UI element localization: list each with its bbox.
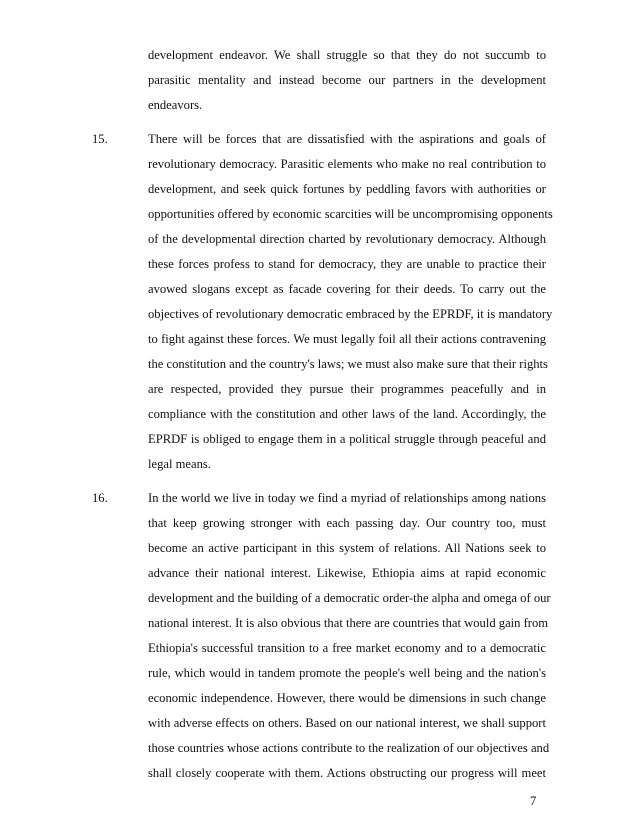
item-16-line-7: Ethiopia's successful transition to a free market economy and to a democratic	[148, 641, 546, 655]
item-16-line-11: those countries whose actions contribute to the realization of our objectives and	[148, 741, 550, 755]
item-16-number: 16.	[92, 491, 108, 505]
item-16-line-3: become an active participant in this system of relations. All Nations seek to	[148, 541, 546, 555]
item-15-line-5: of the developmental direction charted by revolutionary democracy. Although	[148, 232, 546, 246]
item-15-line-9: to fight against these forces. We must legally foil all their actions contravening	[148, 332, 546, 346]
item-15-number: 15.	[92, 132, 108, 146]
item-15-line-12: compliance with the constitution and other laws of the land. Accordingly, the	[148, 407, 546, 421]
item-16-line-4: advance their national interest. Likewise, Ethiopia aims at rapid economic	[148, 566, 546, 580]
item-16-line-9: economic independence. However, there would be dimensions in such change	[148, 691, 546, 705]
item-16-line-12: shall closely cooperate with them. Actions obstructing our progress will meet	[148, 766, 546, 780]
intro-line-2: parasitic mentality and instead become our partners in the development	[148, 73, 546, 87]
item-16-line-10: with adverse effects on others. Based on our national interest, we shall support	[148, 716, 546, 730]
item-16-line-6: national interest. It is also obvious that there are countries that would gain from	[148, 616, 549, 630]
item-16-line-8: rule, which would in tandem promote the people's well being and the nation's	[148, 666, 546, 680]
item-15-line-1: There will be forces that are dissatisfied with the aspirations and goals of	[148, 132, 546, 146]
item-16-line-5: development and the building of a democratic order-the alpha and omega of our	[148, 591, 551, 605]
page-number: 7	[530, 794, 537, 808]
item-15-line-6: these forces profess to stand for democracy, they are unable to practice their	[148, 257, 546, 271]
item-15-line-14: legal means.	[148, 457, 211, 471]
item-15-line-8: objectives of revolutionary democratic embraced by the EPRDF, it is mandatory	[148, 307, 553, 321]
intro-line-3: endeavors.	[148, 98, 203, 112]
item-16-line-1: In the world we live in today we find a myriad of relationships among nations	[148, 491, 546, 505]
item-15-line-10: the constitution and the country's laws; we must also make sure that their rights	[148, 357, 548, 371]
item-15-line-13: EPRDF is obliged to engage them in a political struggle through peaceful and	[148, 432, 546, 446]
item-15-line-2: revolutionary democracy. Parasitic elements who make no real contribution to	[148, 157, 546, 171]
item-16-line-2: that keep growing stronger with each passing day. Our country too, must	[148, 516, 546, 530]
item-15-line-7: avowed slogans except as facade covering for their deeds. To carry out the	[148, 282, 546, 296]
item-15-line-4: opportunities offered by economic scarcities will be uncompromising opponents	[148, 207, 553, 221]
intro-line-1: development endeavor. We shall struggle so that they do not succumb to	[148, 48, 546, 62]
item-15-line-11: are respected, provided they pursue their programmes peacefully and in	[148, 382, 546, 396]
item-15-line-3: development, and seek quick fortunes by peddling favors with authorities or	[148, 182, 546, 196]
